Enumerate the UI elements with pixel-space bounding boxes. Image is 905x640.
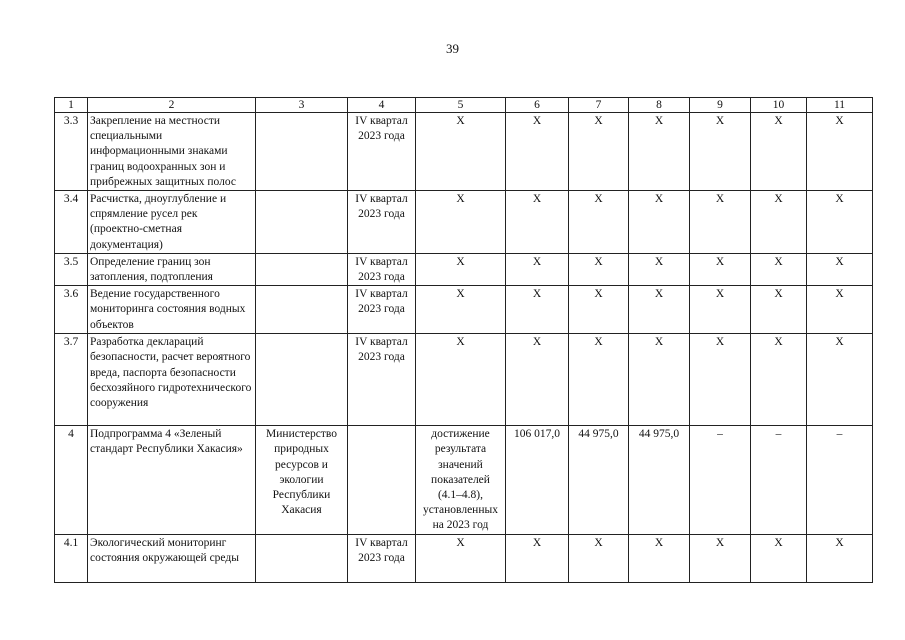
table-row: [55, 334, 873, 426]
row-cell-11: X: [807, 534, 873, 582]
row-cell-5: X: [416, 286, 506, 334]
row-amount-8: 44 975,0: [629, 426, 690, 534]
row-cell-11: X: [807, 113, 873, 191]
row-cell-7: X: [569, 113, 629, 191]
row-cell-7: X: [569, 286, 629, 334]
row-name: Определение границ зон затопления, подтопления: [88, 253, 256, 285]
row-indicator-text: достижение результата значений показателей (4.1–4.8), установленных на 2023 год: [416, 426, 506, 534]
row-cell-8: X: [629, 253, 690, 285]
column-header: 5: [416, 98, 506, 113]
row-name: Разработка деклараций безопасности, расчет вероятного вреда, паспорта безопасности бесхозяйного гидротехнического сооружения: [88, 334, 256, 426]
row-cell-8: X: [629, 286, 690, 334]
row-cell-6: X: [506, 113, 569, 191]
row-name: Ведение государственного мониторинга состояния водных объектов: [88, 286, 256, 334]
row-cell-9: X: [690, 113, 751, 191]
column-header: 9: [690, 98, 751, 113]
row-cell-7: X: [569, 191, 629, 254]
row-cell-9: X: [690, 534, 751, 582]
row-cell-6: X: [506, 253, 569, 285]
table-row: [55, 113, 873, 191]
row-cell-7: X: [569, 253, 629, 285]
row-cell-11: X: [807, 334, 873, 426]
row-cell-6: X: [506, 191, 569, 254]
row-amount-total: 106 017,0: [506, 426, 569, 534]
row-cell-10: X: [751, 534, 807, 582]
row-number: 4: [55, 426, 88, 534]
row-cell-9: –: [690, 426, 751, 534]
row-cell-10: –: [751, 426, 807, 534]
row-cell-9: X: [690, 253, 751, 285]
row-number: 4.1: [55, 534, 88, 582]
row-name: Закрепление на местности специальными информационными знаками границ водоохранных зон и прибрежных защитных полос: [88, 113, 256, 191]
table-row: [55, 286, 873, 334]
row-cell-10: X: [751, 191, 807, 254]
row-term: IV квартал 2023 года: [348, 253, 416, 285]
row-cell-5: X: [416, 534, 506, 582]
row-cell-5: X: [416, 113, 506, 191]
column-header: 6: [506, 98, 569, 113]
row-number: 3.6: [55, 286, 88, 334]
row-executor: [256, 534, 348, 582]
row-cell-9: X: [690, 286, 751, 334]
page-number: 39: [446, 41, 459, 56]
row-cell-6: X: [506, 286, 569, 334]
table-row: [55, 253, 873, 285]
column-header: 3: [256, 98, 348, 113]
row-term: [348, 426, 416, 534]
column-header: 7: [569, 98, 629, 113]
row-name: Расчистка, дноуглубление и спрямление русел рек (проектно-сметная документация): [88, 191, 256, 254]
row-executor: [256, 113, 348, 191]
row-cell-10: X: [751, 113, 807, 191]
row-term: IV квартал 2023 года: [348, 334, 416, 426]
row-term: IV квартал 2023 года: [348, 534, 416, 582]
row-cell-5: X: [416, 191, 506, 254]
row-cell-8: X: [629, 191, 690, 254]
table-row: [55, 534, 873, 582]
row-cell-10: X: [751, 286, 807, 334]
column-header: 2: [88, 98, 256, 113]
row-number: 3.4: [55, 191, 88, 254]
row-cell-9: X: [690, 334, 751, 426]
row-number: 3.3: [55, 113, 88, 191]
row-cell-10: X: [751, 253, 807, 285]
table-row: [55, 426, 873, 534]
row-cell-6: X: [506, 334, 569, 426]
row-executor: [256, 253, 348, 285]
table-row: [55, 191, 873, 254]
row-amount-7: 44 975,0: [569, 426, 629, 534]
row-term: IV квартал 2023 года: [348, 113, 416, 191]
row-cell-5: X: [416, 334, 506, 426]
row-executor: [256, 286, 348, 334]
row-cell-11: X: [807, 253, 873, 285]
row-cell-11: X: [807, 191, 873, 254]
column-header: 10: [751, 98, 807, 113]
column-header: 11: [807, 98, 873, 113]
row-executor: Министерство природных ресурсов и экологии Республики Хакасия: [256, 426, 348, 534]
row-cell-8: X: [629, 334, 690, 426]
row-cell-7: X: [569, 534, 629, 582]
row-name: Подпрограмма 4 «Зеленый стандарт Республики Хакасия»: [88, 426, 256, 534]
row-number: 3.5: [55, 253, 88, 285]
column-header: 4: [348, 98, 416, 113]
row-cell-8: X: [629, 113, 690, 191]
row-cell-11: –: [807, 426, 873, 534]
column-header: 1: [55, 98, 88, 113]
row-cell-7: X: [569, 334, 629, 426]
column-header: 8: [629, 98, 690, 113]
program-table: [54, 97, 873, 583]
row-cell-8: X: [629, 534, 690, 582]
row-executor: [256, 191, 348, 254]
row-executor: [256, 334, 348, 426]
row-cell-6: X: [506, 534, 569, 582]
table-header-row: [55, 98, 873, 113]
row-term: IV квартал 2023 года: [348, 286, 416, 334]
row-name: Экологический мониторинг состояния окружающей среды: [88, 534, 256, 582]
row-cell-5: X: [416, 253, 506, 285]
row-cell-9: X: [690, 191, 751, 254]
row-cell-10: X: [751, 334, 807, 426]
row-cell-11: X: [807, 286, 873, 334]
row-number: 3.7: [55, 334, 88, 426]
row-term: IV квартал 2023 года: [348, 191, 416, 254]
